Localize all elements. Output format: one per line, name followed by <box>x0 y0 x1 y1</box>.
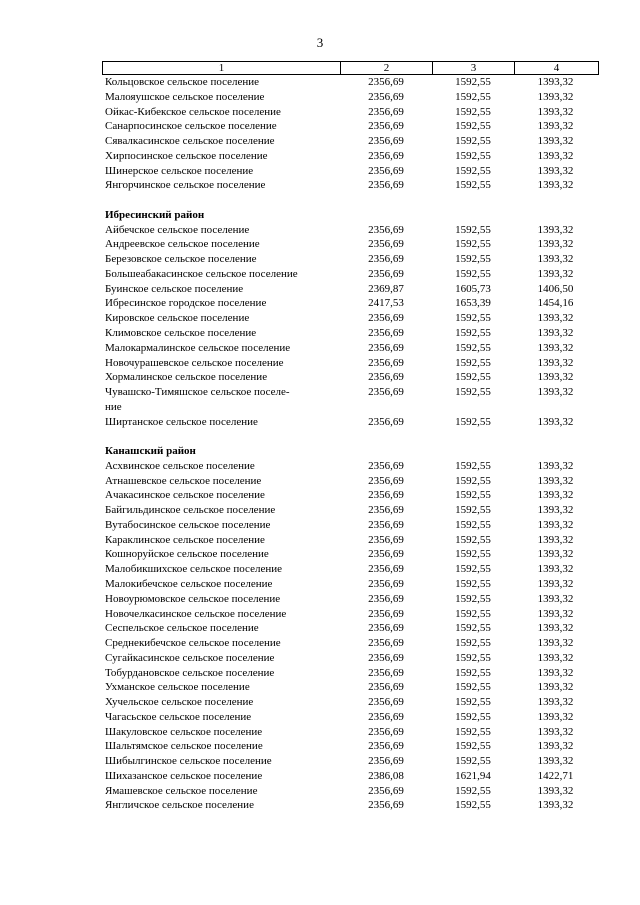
table-row <box>102 356 599 371</box>
table-row <box>102 680 599 695</box>
table-row <box>102 784 599 799</box>
value-col-2: 2356,69 <box>368 548 404 561</box>
value-col-2: 2356,69 <box>368 563 404 576</box>
value-col-3: 1592,55 <box>455 681 491 694</box>
table-row <box>102 105 599 120</box>
settlement-name: Айбечское сельское поселение <box>105 223 250 236</box>
value-col-4: 1393,32 <box>537 725 574 738</box>
settlement-name: Вутабосинское сельское поселение <box>105 518 271 531</box>
column-header-2: 2 <box>341 62 433 74</box>
value-col-2: 2356,69 <box>368 327 404 340</box>
settlement-name: Хучельское сельское поселение <box>105 696 254 709</box>
value-col-3: 1621,94 <box>455 769 491 782</box>
value-col-3: 1592,55 <box>455 135 491 148</box>
value-col-2: 2356,69 <box>368 90 404 103</box>
table-row <box>102 739 599 754</box>
settlement-name: Кировское сельское поселение <box>105 312 250 325</box>
value-col-2: 2356,69 <box>368 755 404 768</box>
value-col-3: 1592,55 <box>455 725 491 738</box>
value-col-4: 1393,32 <box>537 710 574 723</box>
value-col-2: 2386,08 <box>368 769 404 782</box>
value-col-3: 1592,55 <box>455 518 491 531</box>
value-col-4: 1393,32 <box>537 90 574 103</box>
settlement-name: Атнашевское сельское поселение <box>105 474 262 487</box>
table-row <box>102 178 599 193</box>
table-row <box>102 666 599 681</box>
value-col-2: 2356,69 <box>368 76 404 88</box>
settlement-name: Сявалкасинское сельское поселение <box>105 135 275 148</box>
value-col-2: 2356,69 <box>368 238 404 251</box>
district-title-ibresinsky: Ибресинский район <box>105 208 205 221</box>
value-col-4: 1393,32 <box>537 459 574 472</box>
settlement-name: Шальтямское сельское поселение <box>105 740 263 753</box>
value-col-3: 1592,55 <box>455 312 491 325</box>
settlement-name: Шибылгинское сельское поселение <box>105 755 272 768</box>
value-col-2: 2356,69 <box>368 578 404 590</box>
value-col-4: 1393,32 <box>537 415 574 428</box>
table-row <box>102 75 599 90</box>
settlement-name: Ухманское сельское поселение <box>105 681 250 694</box>
settlement-name: Климовское сельское поселение <box>105 327 257 340</box>
table-row <box>102 164 599 179</box>
settlement-name: Санарпосинское сельское поселение <box>105 120 277 133</box>
value-col-2: 2356,69 <box>368 120 404 133</box>
value-col-4: 1393,32 <box>537 651 574 664</box>
settlement-name: Шихазанское сельское поселение <box>105 769 263 782</box>
table-row <box>102 651 599 666</box>
table-row <box>102 592 599 607</box>
value-col-4: 1393,32 <box>537 622 574 635</box>
value-col-4: 1406,50 <box>537 282 574 295</box>
value-col-3: 1653,39 <box>455 297 491 310</box>
value-col-3: 1592,55 <box>455 489 491 502</box>
value-col-3: 1592,55 <box>455 238 491 251</box>
settlement-name: Малобикшихское сельское поселение <box>105 563 282 576</box>
settlement-group-top <box>102 75 599 193</box>
value-col-3: 1592,55 <box>455 223 491 236</box>
table-row <box>102 607 599 622</box>
value-col-4: 1393,32 <box>537 164 574 177</box>
value-col-3: 1592,55 <box>455 459 491 472</box>
value-col-3: 1592,55 <box>455 415 491 428</box>
table-row <box>102 223 599 238</box>
settlement-name: Андреевское сельское поселение <box>105 238 260 251</box>
table-row <box>102 725 599 740</box>
table-row <box>102 252 599 267</box>
value-col-3: 1592,55 <box>455 710 491 723</box>
value-col-2: 2356,69 <box>368 149 404 162</box>
value-col-2: 2356,69 <box>368 415 404 428</box>
settlement-name: Среднекибечское сельское поселение <box>105 637 281 650</box>
value-col-2: 2417,53 <box>368 297 404 310</box>
value-col-4: 1393,32 <box>537 253 574 266</box>
table-row <box>102 488 599 503</box>
value-col-2: 2356,69 <box>368 799 404 812</box>
page-number: 3 <box>316 35 324 50</box>
value-col-2: 2356,69 <box>368 459 404 472</box>
spacer <box>102 193 599 208</box>
value-col-3: 1592,55 <box>455 533 491 546</box>
value-col-4: 1393,32 <box>537 533 574 546</box>
settlement-name: Янгличское сельское поселение <box>105 799 254 812</box>
value-col-3: 1592,55 <box>455 327 491 340</box>
settlement-name: Новочурашевское сельское поселение <box>105 356 284 369</box>
value-col-4: 1393,32 <box>537 267 574 280</box>
value-col-3: 1592,55 <box>455 622 491 635</box>
value-col-4: 1393,32 <box>537 223 574 236</box>
value-col-4: 1393,32 <box>537 696 574 709</box>
value-col-4: 1393,32 <box>537 179 574 192</box>
value-col-4: 1422,71 <box>537 769 574 782</box>
value-col-2: 2356,69 <box>368 710 404 723</box>
value-col-2: 2356,69 <box>368 504 404 517</box>
value-col-4: 1393,32 <box>537 592 574 605</box>
value-col-3: 1592,55 <box>455 578 491 590</box>
settlement-name: Тобурдановское сельское поселение <box>105 666 275 679</box>
value-col-2: 2356,69 <box>368 784 404 797</box>
value-col-4: 1393,32 <box>537 548 574 561</box>
value-col-2: 2356,69 <box>368 651 404 664</box>
value-col-3: 1592,55 <box>455 548 491 561</box>
value-col-3: 1592,55 <box>455 563 491 576</box>
settlement-name: Хормалинское сельское поселение <box>105 371 268 384</box>
settlement-name: Ачакасинское сельское поселение <box>105 489 265 502</box>
value-col-3: 1592,55 <box>455 120 491 133</box>
value-col-3: 1592,55 <box>455 474 491 487</box>
value-col-3: 1592,55 <box>455 740 491 753</box>
table-row <box>102 636 599 651</box>
value-col-3: 1605,73 <box>455 282 491 295</box>
value-col-2: 2356,69 <box>368 592 404 605</box>
value-col-2: 2356,69 <box>368 489 404 502</box>
value-col-4: 1393,32 <box>537 681 574 694</box>
value-col-3: 1592,55 <box>455 666 491 679</box>
settlement-group-ibresinsky <box>102 223 599 385</box>
value-col-3: 1592,55 <box>455 799 491 812</box>
table-row <box>102 341 599 356</box>
value-col-4: 1393,32 <box>537 120 574 133</box>
settlement-name: Малояушское сельское поселение <box>105 90 265 103</box>
value-col-3: 1592,55 <box>455 105 491 118</box>
settlement-name: Шинерское сельское поселение <box>105 164 254 177</box>
value-col-3: 1592,55 <box>455 149 491 162</box>
table-row <box>102 296 599 311</box>
table-row <box>102 459 599 474</box>
settlement-name: Асхвинское сельское поселение <box>105 459 255 472</box>
settlement-name-line1: Чувашско-Тимяшское сельское поселе- <box>105 386 290 399</box>
value-col-4: 1393,32 <box>537 799 574 812</box>
settlement-name: Кольцовское сельское поселение <box>105 76 260 88</box>
value-col-4: 1393,32 <box>537 76 574 88</box>
value-col-4: 1393,32 <box>537 238 574 251</box>
value-col-3: 1592,55 <box>455 90 491 103</box>
value-col-3: 1592,55 <box>455 696 491 709</box>
value-col-2: 2356,69 <box>368 371 404 384</box>
table-row <box>102 503 599 518</box>
settlement-name: Ибресинское городское поселение <box>105 297 267 310</box>
value-col-3: 1592,55 <box>455 164 491 177</box>
settlement-name-wrapped <box>102 385 340 415</box>
value-col-3: 1592,55 <box>455 755 491 768</box>
settlement-name: Караклинское сельское поселение <box>105 533 265 546</box>
table-row <box>102 119 599 134</box>
value-col-3: 1592,55 <box>455 386 491 399</box>
value-col-2: 2356,69 <box>368 386 404 399</box>
value-col-2: 2356,69 <box>368 637 404 650</box>
value-col-4: 1393,32 <box>537 386 574 399</box>
value-col-2: 2356,69 <box>368 164 404 177</box>
value-col-4: 1393,32 <box>537 105 574 118</box>
value-col-4: 1393,32 <box>537 666 574 679</box>
value-col-2: 2356,69 <box>368 341 404 354</box>
settlement-name: Большеабакасинское сельское поселение <box>105 267 298 280</box>
value-col-3: 1592,55 <box>455 637 491 650</box>
settlement-name: Ойкас-Кибекское сельское поселение <box>105 105 281 118</box>
value-col-2: 2356,69 <box>368 607 404 620</box>
value-col-3: 1592,55 <box>455 784 491 797</box>
settlement-name: Малокармалинское сельское поселение <box>105 341 291 354</box>
settlement-name: Буинское сельское поселение <box>105 282 244 295</box>
value-col-4: 1393,32 <box>537 607 574 620</box>
value-col-2: 2356,69 <box>368 474 404 487</box>
value-col-4: 1393,32 <box>537 356 574 369</box>
column-header-4: 4 <box>553 62 560 74</box>
table-row <box>102 533 599 548</box>
value-col-2: 2356,69 <box>368 518 404 531</box>
value-col-2: 2356,69 <box>368 666 404 679</box>
value-col-2: 2356,69 <box>368 533 404 546</box>
settlement-name: Чагасьское сельское поселение <box>105 710 252 723</box>
tariff-table <box>102 61 599 813</box>
table-row <box>102 90 599 105</box>
value-col-4: 1393,32 <box>537 578 574 590</box>
value-col-4: 1393,32 <box>537 489 574 502</box>
spacer <box>102 429 599 444</box>
table-row <box>102 518 599 533</box>
table-row <box>102 370 599 385</box>
settlement-name: Хирпосинское сельское поселение <box>105 149 268 162</box>
value-col-4: 1393,32 <box>537 784 574 797</box>
settlement-name: Шакуловское сельское поселение <box>105 725 263 738</box>
column-header-1: 1 <box>103 62 341 74</box>
table-row <box>102 149 599 164</box>
value-col-4: 1393,32 <box>537 563 574 576</box>
settlement-name: Березовское сельское поселение <box>105 253 257 266</box>
value-col-4: 1393,32 <box>537 135 574 148</box>
value-col-4: 1454,16 <box>537 297 574 310</box>
value-col-4: 1393,32 <box>537 341 574 354</box>
table-row <box>102 621 599 636</box>
settlement-name: Янгорчинское сельское поселение <box>105 179 266 192</box>
table-row <box>102 474 599 489</box>
value-col-2: 2356,69 <box>368 356 404 369</box>
district-title-kanashsky: Канашский район <box>105 445 196 458</box>
table-row <box>102 577 599 592</box>
settlement-name: Новоурюмовское сельское поселение <box>105 592 281 605</box>
value-col-2: 2356,69 <box>368 135 404 148</box>
settlement-name: Ямашевское сельское поселение <box>105 784 258 797</box>
value-col-3: 1592,55 <box>455 356 491 369</box>
table-row <box>102 237 599 252</box>
value-col-2: 2356,69 <box>368 681 404 694</box>
settlement-name-line2: ние <box>105 400 122 413</box>
settlement-name: Ширтанское сельское поселение <box>105 415 258 428</box>
table-row <box>102 267 599 282</box>
value-col-4: 1393,32 <box>537 327 574 340</box>
value-col-3: 1592,55 <box>455 253 491 266</box>
value-col-4: 1393,32 <box>537 755 574 768</box>
value-col-2: 2356,69 <box>368 696 404 709</box>
table-row <box>102 798 599 813</box>
value-col-2: 2356,69 <box>368 740 404 753</box>
value-col-3: 1592,55 <box>455 267 491 280</box>
value-col-3: 1592,55 <box>455 651 491 664</box>
column-header-3: 3 <box>433 62 515 74</box>
table-row <box>102 415 599 430</box>
table-row <box>102 695 599 710</box>
value-col-2: 2356,69 <box>368 725 404 738</box>
value-col-3: 1592,55 <box>455 607 491 620</box>
table-row <box>102 326 599 341</box>
table-row <box>102 547 599 562</box>
settlement-name: Новочелкасинское сельское поселение <box>105 607 287 620</box>
value-col-2: 2356,69 <box>368 105 404 118</box>
table-row <box>102 710 599 725</box>
settlement-name: Байгильдинское сельское поселение <box>105 504 276 517</box>
value-col-3: 1592,55 <box>455 179 491 192</box>
value-col-2: 2356,69 <box>368 223 404 236</box>
value-col-4: 1393,32 <box>537 371 574 384</box>
table-row <box>102 562 599 577</box>
table-row <box>102 282 599 297</box>
settlement-name: Сеспельское сельское поселение <box>105 622 259 635</box>
value-col-3: 1592,55 <box>455 371 491 384</box>
value-col-3: 1592,55 <box>455 504 491 517</box>
table-header <box>102 61 599 75</box>
value-col-2: 2356,69 <box>368 253 404 266</box>
value-col-3: 1592,55 <box>455 341 491 354</box>
value-col-2: 2356,69 <box>368 179 404 192</box>
settlement-name: Сугайкасинское сельское поселение <box>105 651 275 664</box>
value-col-4: 1393,32 <box>537 474 574 487</box>
settlement-name: Кошноруйское сельское поселение <box>105 548 269 561</box>
value-col-3: 1592,55 <box>455 592 491 605</box>
value-col-2: 2356,69 <box>368 312 404 325</box>
value-col-4: 1393,32 <box>537 312 574 325</box>
value-col-4: 1393,32 <box>537 637 574 650</box>
value-col-4: 1393,32 <box>537 149 574 162</box>
value-col-2: 2369,87 <box>368 282 404 295</box>
settlement-name: Малокибечское сельское поселение <box>105 578 273 590</box>
table-row <box>102 385 599 415</box>
settlement-group-kanashsky <box>102 459 599 813</box>
value-col-4: 1393,32 <box>537 518 574 531</box>
value-col-3: 1592,55 <box>455 76 491 88</box>
table-row <box>102 754 599 769</box>
value-col-2: 2356,69 <box>368 622 404 635</box>
table-row <box>102 311 599 326</box>
table-row <box>102 769 599 784</box>
value-col-2: 2356,69 <box>368 267 404 280</box>
value-col-4: 1393,32 <box>537 740 574 753</box>
value-col-4: 1393,32 <box>537 504 574 517</box>
table-row <box>102 134 599 149</box>
